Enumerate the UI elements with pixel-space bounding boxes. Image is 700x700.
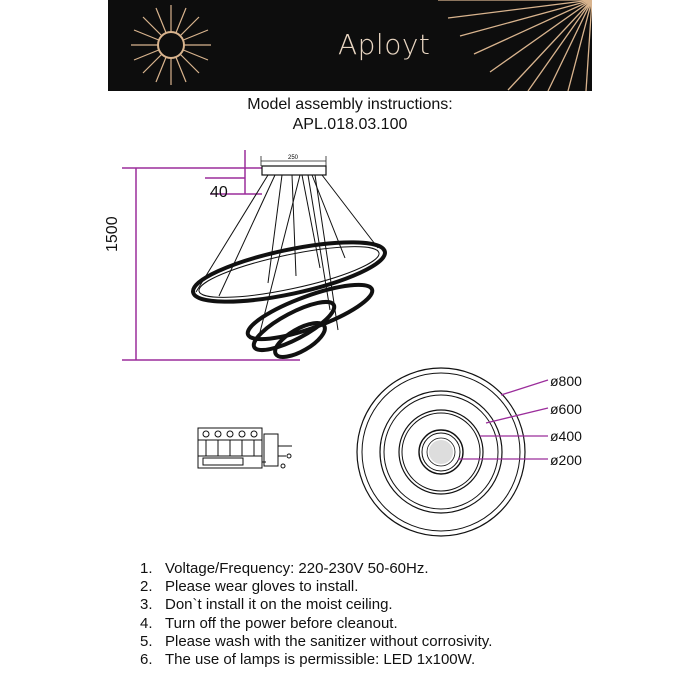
lamp-rings xyxy=(189,230,390,363)
note-item: 6. The use of lamps is permissible: LED 1x100W. xyxy=(140,651,476,669)
total-height-label: 1500 xyxy=(104,216,121,252)
ceiling-canopy xyxy=(262,166,326,175)
diameter-leaders xyxy=(458,380,548,459)
note-item: 2. Please wear gloves to install. xyxy=(140,578,359,596)
diameter-label-600: ø600 xyxy=(550,401,582,417)
note-item: 5. Please wash with the sanitizer without corrosivity. xyxy=(140,632,493,650)
note-item: 3. Don`t install it on the moist ceiling. xyxy=(140,596,393,614)
diameter-label-400: ø400 xyxy=(550,428,582,444)
instruction-notes xyxy=(140,560,492,669)
note-item: 4. Turn off the power before cleanout. xyxy=(140,614,398,632)
document-title: Model assembly instructions: xyxy=(247,96,453,113)
diameter-label-800: ø800 xyxy=(550,373,582,389)
canopy-height-label: 40 xyxy=(210,184,228,201)
model-number: APL.018.03.100 xyxy=(292,116,408,133)
note-item: 1. Voltage/Frequency: 220-230V 50-60Hz. xyxy=(140,560,429,577)
terminal-block-icon xyxy=(198,428,292,468)
top-width-label: 250 xyxy=(287,155,299,161)
brand-name: Aployt xyxy=(338,28,431,61)
diameter-label-200: ø200 xyxy=(550,452,582,468)
